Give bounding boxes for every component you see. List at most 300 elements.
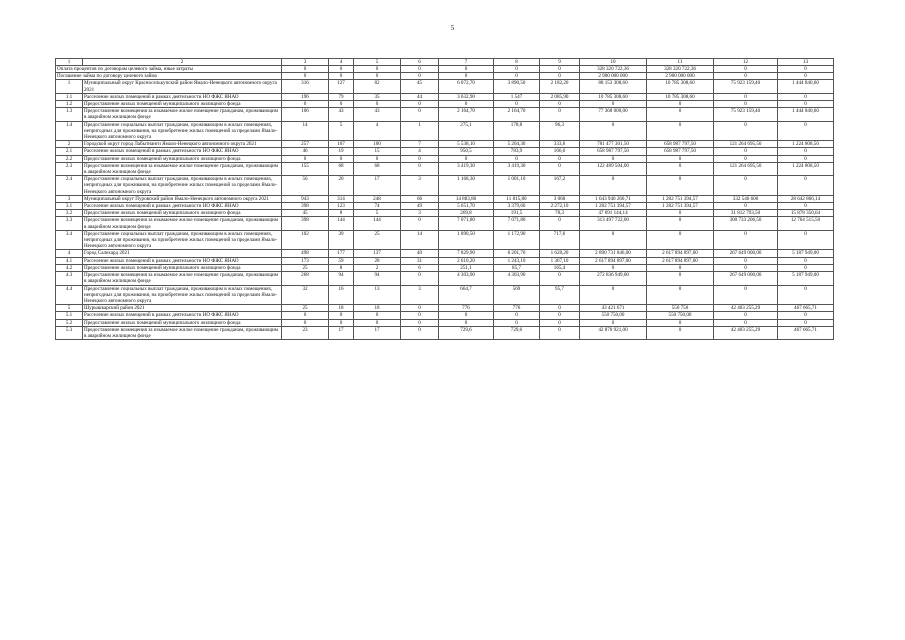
row-number: 4.1: [56, 257, 83, 264]
table-cell: 0: [580, 176, 647, 196]
table-cell: 46: [282, 148, 329, 155]
table-cell: 398: [282, 203, 329, 210]
table-cell: 15 878 350,64: [778, 210, 834, 217]
table-body: [56, 59, 834, 340]
row-number: 3.2: [56, 210, 83, 217]
table-cell: 467 665,71: [778, 305, 834, 312]
table-cell: 0: [401, 162, 439, 175]
table-cell: 1 282 751 394,57: [580, 203, 647, 210]
table-cell: 0: [329, 73, 354, 80]
row-description: Предоставление жилых помещений муниципального жилищного фонда: [83, 264, 282, 271]
table-cell: 0: [354, 73, 401, 80]
table-cell: 0: [580, 285, 647, 305]
table-cell: 6: [401, 264, 439, 271]
table-cell: 2 085,90: [540, 93, 580, 100]
table-cell: 0: [540, 312, 580, 319]
table-cell: 1 001,10: [494, 176, 540, 196]
table-cell: 0: [282, 155, 329, 162]
page-number: 5: [450, 24, 455, 32]
table-cell: 79: [329, 93, 354, 100]
table-cell: 300 733 206,50: [714, 217, 778, 230]
row-description: Предоставление возмещения за изымаемое жилое помещение гражданам, проживающим в аварийном жилищном фонде: [83, 108, 282, 121]
table-cell: 42 870 921,00: [580, 326, 647, 339]
table-cell: 1 367,10: [540, 257, 580, 264]
table-cell: 155: [282, 162, 329, 175]
table-cell: 10 785 308,60: [647, 80, 714, 93]
table-cell: 0: [494, 155, 540, 162]
table-cell: 268: [282, 272, 329, 285]
table-cell: 0: [540, 108, 580, 121]
row-number: 5: [56, 305, 83, 312]
row-number: 4.4: [56, 285, 83, 305]
table-cell: 0: [282, 312, 329, 319]
table-cell: 0: [647, 108, 714, 121]
table-cell: 0: [401, 305, 439, 312]
table-cell: 10 785 308,60: [647, 93, 714, 100]
table-cell: 269,8: [439, 210, 494, 217]
table-cell: 0: [439, 319, 494, 326]
table-cell: 5 651,70: [439, 203, 494, 210]
row-description: Предоставление возмещения за изымаемое жилое помещение гражданам, проживающим в аварийном жилищном фонде: [83, 326, 282, 339]
table-cell: 1: [401, 121, 439, 141]
table-cell: 2 164,70: [494, 108, 540, 121]
table-cell: 0: [647, 272, 714, 285]
table-cell: 177: [329, 250, 354, 257]
table-cell: 0: [778, 264, 834, 271]
column-number: 12: [714, 59, 778, 66]
table-cell: 173: [282, 257, 329, 264]
table-cell: 550 750,00: [580, 312, 647, 319]
table-cell: 7 071,80: [494, 217, 540, 230]
table-cell: 0: [329, 155, 354, 162]
row-description: Предоставление возмещения за изымаемое жилое помещение гражданам, проживающим в аварийном жилищном фонде: [83, 217, 282, 230]
table-cell: 43: [354, 108, 401, 121]
table-cell: 658 987 797,50: [647, 141, 714, 148]
table-cell: 0: [778, 319, 834, 326]
table-cell: 191,5: [494, 210, 540, 217]
table-row: [56, 141, 834, 148]
table-cell: 2 617 894 897,00: [580, 257, 647, 264]
column-number: 7: [439, 59, 494, 66]
table-cell: 40: [401, 250, 439, 257]
table-cell: 0: [647, 210, 714, 217]
table-cell: 0: [647, 176, 714, 196]
table-row: [56, 176, 834, 196]
table-cell: 0: [778, 176, 834, 196]
table-cell: 0: [647, 155, 714, 162]
table-cell: 107: [329, 141, 354, 148]
table-cell: 0: [401, 101, 439, 108]
table-cell: 68: [329, 162, 354, 175]
table-cell: 0: [282, 101, 329, 108]
table-cell: 35: [354, 93, 401, 100]
table-cell: 85,7: [494, 264, 540, 271]
table-cell: 8: [329, 210, 354, 217]
table-cell: 127: [329, 80, 354, 93]
row-number: 4.3: [56, 272, 83, 285]
table-cell: 78,3: [540, 210, 580, 217]
table-row: [56, 108, 834, 121]
table-cell: 1 444 840,60: [778, 80, 834, 93]
table-cell: 0: [401, 66, 439, 73]
table-cell: 0: [354, 319, 401, 326]
table-cell: 0: [647, 101, 714, 108]
table-cell: 5 187 949,00: [778, 272, 834, 285]
table-cell: 3 890,50: [494, 80, 540, 93]
table-cell: 49: [401, 203, 439, 210]
table-cell: 0: [714, 203, 778, 210]
table-cell: 7: [401, 141, 439, 148]
table-cell: 0: [439, 73, 494, 80]
table-cell: 333,8: [540, 141, 580, 148]
row-description: Расселение жилых помещений в рамках деятельности НО ФЖС ЯНАО: [83, 93, 282, 100]
table-cell: 102: [282, 230, 329, 250]
table-cell: 664,7: [439, 285, 494, 305]
table-cell: 0: [778, 203, 834, 210]
row-number: 3: [56, 195, 83, 202]
table-cell: 2 617 894 897,00: [647, 257, 714, 264]
column-number: 2: [83, 59, 282, 66]
column-number: 13: [778, 59, 834, 66]
row-number: 2.1: [56, 148, 83, 155]
table-cell: 31: [401, 257, 439, 264]
row-description: Шурышкарский район 2021: [83, 305, 282, 312]
table-cell: 0: [580, 264, 647, 271]
table-cell: 0: [778, 66, 834, 73]
table-row: [56, 257, 834, 264]
table-cell: 18: [329, 305, 354, 312]
table-cell: 16: [329, 285, 354, 305]
table-cell: 17: [354, 176, 401, 196]
table-cell: 0: [329, 101, 354, 108]
table-cell: 31 812 793,50: [714, 210, 778, 217]
table-cell: 28: [354, 257, 401, 264]
table-cell: 3 068: [540, 195, 580, 202]
row-description: Предоставление социальных выплат гражданам, проживающим в жилых помещениях, непригодных для проживания, на приобретение жилых помещений за пределами Ямало-Ненецкого автономного округа: [83, 121, 282, 141]
table-cell: 1 890,50: [439, 230, 494, 250]
row-number: 1: [56, 80, 83, 93]
table-cell: 781 477 301,50: [580, 141, 647, 148]
table-cell: 0: [540, 319, 580, 326]
table-cell: 0: [354, 312, 401, 319]
table-row: [56, 264, 834, 271]
table-cell: 4: [354, 121, 401, 141]
table-cell: 2: [354, 264, 401, 271]
table-row: [56, 312, 834, 319]
table-cell: 257: [282, 141, 329, 148]
table-row: [56, 162, 834, 175]
table-cell: 66: [401, 195, 439, 202]
table-cell: 0: [494, 66, 540, 73]
table-cell: 0: [778, 312, 834, 319]
table-cell: 550 750,00: [647, 312, 714, 319]
row-number: 1.3: [56, 108, 83, 121]
table-cell: 19: [329, 148, 354, 155]
table-cell: 0: [494, 312, 540, 319]
table-cell: 0: [354, 155, 401, 162]
table-cell: 0: [494, 101, 540, 108]
table-cell: 0: [647, 264, 714, 271]
table-cell: 0: [647, 319, 714, 326]
table-cell: 11 815,80: [494, 195, 540, 202]
table-cell: 0: [329, 66, 354, 73]
column-number-row: [56, 59, 834, 66]
row-description: Предоставление жилых помещений муниципального жилищного фонда: [83, 210, 282, 217]
table-cell: 0: [401, 73, 439, 80]
table-cell: 0: [714, 257, 778, 264]
summary-row: [56, 73, 834, 80]
table-cell: 729,6: [494, 326, 540, 339]
table-cell: 18: [354, 305, 401, 312]
table-cell: 658 987 797,50: [647, 148, 714, 155]
table-cell: 3: [401, 210, 439, 217]
table-cell: 178,8: [494, 121, 540, 141]
table-cell: 10 785 308,60: [580, 93, 647, 100]
table-cell: 121 264 695,50: [714, 141, 778, 148]
table-cell: 0: [714, 101, 778, 108]
table-cell: 2 164,70: [439, 108, 494, 121]
table-cell: 0: [714, 73, 778, 80]
table-cell: 88 153 308,60: [580, 80, 647, 93]
table-cell: 251,1: [439, 264, 494, 271]
table-cell: 0: [439, 66, 494, 73]
table-cell: 6 072,70: [439, 80, 494, 93]
table-cell: 2 182,20: [540, 80, 580, 93]
table-cell: 275,1: [439, 121, 494, 141]
table-cell: 32: [282, 285, 329, 305]
table-cell: 144: [329, 217, 354, 230]
table-cell: 1 224 808,50: [778, 162, 834, 175]
table-cell: 45: [282, 210, 329, 217]
table-cell: 3: [401, 285, 439, 305]
row-number: 5.2: [56, 319, 83, 326]
table-cell: 0: [401, 312, 439, 319]
table-cell: 14 883,80: [439, 195, 494, 202]
table-cell: 20: [329, 176, 354, 196]
table-cell: 43: [329, 108, 354, 121]
table-row: [56, 101, 834, 108]
table-cell: 328 320 722,36: [647, 66, 714, 73]
table-cell: 0: [714, 230, 778, 250]
table-cell: 6 201,70: [494, 250, 540, 257]
table-cell: 2 617 894 897,00: [647, 250, 714, 257]
column-number: 11: [647, 59, 714, 66]
table-row: [56, 203, 834, 210]
table-cell: 42 403 255,29: [714, 326, 778, 339]
table-cell: 0: [439, 101, 494, 108]
row-description: Расселение жилых помещений в рамках деятельности НО ФЖС ЯНАО: [83, 312, 282, 319]
table-cell: 0: [778, 93, 834, 100]
table-cell: 7 829,90: [439, 250, 494, 257]
table-cell: 0: [778, 73, 834, 80]
housing-table: [55, 58, 834, 340]
row-description: Предоставление жилых помещений муниципального жилищного фонда: [83, 155, 282, 162]
table-cell: 59: [329, 257, 354, 264]
table-cell: 4: [401, 148, 439, 155]
table-cell: 5 187 949,00: [778, 250, 834, 257]
table-cell: 0: [401, 319, 439, 326]
table-row: [56, 80, 834, 93]
table-cell: 0: [714, 264, 778, 271]
row-number: 3.4: [56, 230, 83, 250]
table-cell: 2 900 000 000: [647, 73, 714, 80]
table-cell: 0: [778, 148, 834, 155]
row-number: 4.2: [56, 264, 83, 271]
row-description: Город Салехард 2021: [83, 250, 282, 257]
table-cell: 0: [778, 101, 834, 108]
table-cell: 0: [778, 155, 834, 162]
table-cell: 332 546 600: [714, 195, 778, 202]
row-number: 1.4: [56, 121, 83, 141]
table-cell: 77 368 000,00: [580, 108, 647, 121]
table-cell: 467 665,71: [778, 326, 834, 339]
table-cell: 328 320 722,36: [580, 66, 647, 73]
row-description: Предоставление возмещения за изымаемое жилое помещение гражданам, проживающим в аварийном жилищном фонде: [83, 272, 282, 285]
table-cell: 729,6: [439, 326, 494, 339]
table-cell: 123: [329, 203, 354, 210]
row-number: 2: [56, 141, 83, 148]
table-cell: 267 649 000,00: [714, 250, 778, 257]
table-cell: 3 379,60: [494, 203, 540, 210]
table-cell: 121 264 695,50: [714, 162, 778, 175]
table-cell: 166,6: [540, 148, 580, 155]
table-cell: 1 168,30: [439, 176, 494, 196]
table-cell: 5: [329, 121, 354, 141]
table-cell: 0: [540, 155, 580, 162]
table-cell: 316: [282, 80, 329, 93]
column-number: 10: [580, 59, 647, 66]
column-number: 9: [540, 59, 580, 66]
table-cell: 0: [354, 66, 401, 73]
table-cell: 47 691 144,14: [580, 210, 647, 217]
table-cell: 272 836 949,00: [580, 272, 647, 285]
table-cell: 950,5: [439, 148, 494, 155]
table-cell: 0: [778, 230, 834, 250]
table-cell: 943: [282, 195, 329, 202]
table-cell: 569: [494, 285, 540, 305]
table-cell: 17: [354, 326, 401, 339]
table-cell: 0: [494, 73, 540, 80]
table-cell: 0: [714, 155, 778, 162]
table-cell: 0: [540, 162, 580, 175]
table-cell: 0: [401, 272, 439, 285]
table-row: [56, 230, 834, 250]
table-cell: 17: [329, 326, 354, 339]
table-cell: 1 172,90: [494, 230, 540, 250]
table-cell: 0: [580, 319, 647, 326]
table-cell: 42 403 255,29: [714, 305, 778, 312]
table-cell: 45: [401, 80, 439, 93]
table-cell: 94: [329, 272, 354, 285]
table-row: [56, 285, 834, 305]
table-row: [56, 326, 834, 339]
table-cell: 96,3: [540, 121, 580, 141]
table-cell: 0: [329, 319, 354, 326]
table-cell: 0: [647, 326, 714, 339]
table-cell: 3 632,90: [439, 93, 494, 100]
table-cell: 94: [354, 272, 401, 285]
table-cell: 28 642 866,14: [778, 195, 834, 202]
table-cell: 0: [714, 176, 778, 196]
table-cell: 0: [580, 121, 647, 141]
row-description: Предоставление жилых помещений муниципального жилищного фонда: [83, 319, 282, 326]
table-cell: 137: [354, 250, 401, 257]
table-cell: 0: [714, 148, 778, 155]
row-number: 5.1: [56, 312, 83, 319]
row-description: Расселение жилых помещений в рамках деятельности НО ФЖС ЯНАО: [83, 257, 282, 264]
row-number: 1.1: [56, 93, 83, 100]
table-cell: 248: [354, 195, 401, 202]
table-cell: 0: [714, 319, 778, 326]
table-cell: 0: [647, 230, 714, 250]
table-cell: 75 923 159,40: [714, 80, 778, 93]
table-cell: 0: [580, 230, 647, 250]
row-description: Предоставление социальных выплат гражданам, проживающим в жилых помещениях, непригодных для проживания, на приобретение жилых помещений за пределами Ямало-Ненецкого автономного округа: [83, 176, 282, 196]
table-cell: 0: [439, 312, 494, 319]
table-cell: 82: [354, 80, 401, 93]
table-cell: 0: [354, 101, 401, 108]
row-description: Муниципальный округ Красноселькупский район Ямало-Ненецкого автономного округа 2021: [83, 80, 282, 93]
column-number: 4: [329, 59, 354, 66]
table-cell: 0: [401, 108, 439, 121]
table-cell: 5: [354, 210, 401, 217]
table-row: [56, 319, 834, 326]
column-number: 5: [354, 59, 401, 66]
table-cell: 3 419,30: [494, 162, 540, 175]
table-cell: 1 547: [494, 93, 540, 100]
table-cell: 8: [329, 264, 354, 271]
table-cell: 0: [282, 73, 329, 80]
table-cell: 12 764 515,50: [778, 217, 834, 230]
table-cell: 4 303,90: [494, 272, 540, 285]
table-cell: 122 489 504,00: [580, 162, 647, 175]
table-cell: 14: [282, 121, 329, 141]
table-cell: 0: [778, 285, 834, 305]
table-cell: 144: [354, 217, 401, 230]
row-description: Оплата процентов по договорам целевого займа, иные затраты: [56, 66, 282, 73]
table-cell: 498: [282, 250, 329, 257]
table-cell: 5 538,10: [439, 141, 494, 148]
table-cell: 1 444 840,60: [778, 108, 834, 121]
table-cell: 196: [282, 93, 329, 100]
table-cell: 0: [540, 305, 580, 312]
table-cell: 5 204,30: [494, 141, 540, 148]
table-cell: 550 750: [647, 305, 714, 312]
table-cell: 776: [439, 305, 494, 312]
table-row: [56, 195, 834, 202]
row-description: Предоставление социальных выплат гражданам, проживающим в жилых помещениях, непригодных для проживания, на приобретение жилых помещений за пределами Ямало-Ненецкого автономного округа: [83, 230, 282, 250]
table-cell: 25: [282, 264, 329, 271]
table-cell: 776: [494, 305, 540, 312]
table-row: [56, 121, 834, 141]
table-cell: 0: [401, 326, 439, 339]
table-cell: 0: [580, 101, 647, 108]
table-cell: 0: [714, 121, 778, 141]
table-cell: 0: [714, 66, 778, 73]
table-cell: 0: [580, 155, 647, 162]
table-cell: 0: [540, 326, 580, 339]
table-cell: 74: [354, 203, 401, 210]
table-cell: 0: [714, 312, 778, 319]
table-cell: 56: [282, 176, 329, 196]
table-cell: 0: [647, 285, 714, 305]
table-cell: 0: [401, 217, 439, 230]
table-cell: 13: [354, 285, 401, 305]
table-cell: 658 987 797,50: [580, 148, 647, 155]
table-cell: 165,4: [540, 264, 580, 271]
row-description: Предоставление жилых помещений муниципального жилищного фонда: [83, 101, 282, 108]
row-number: 2.3: [56, 162, 83, 175]
